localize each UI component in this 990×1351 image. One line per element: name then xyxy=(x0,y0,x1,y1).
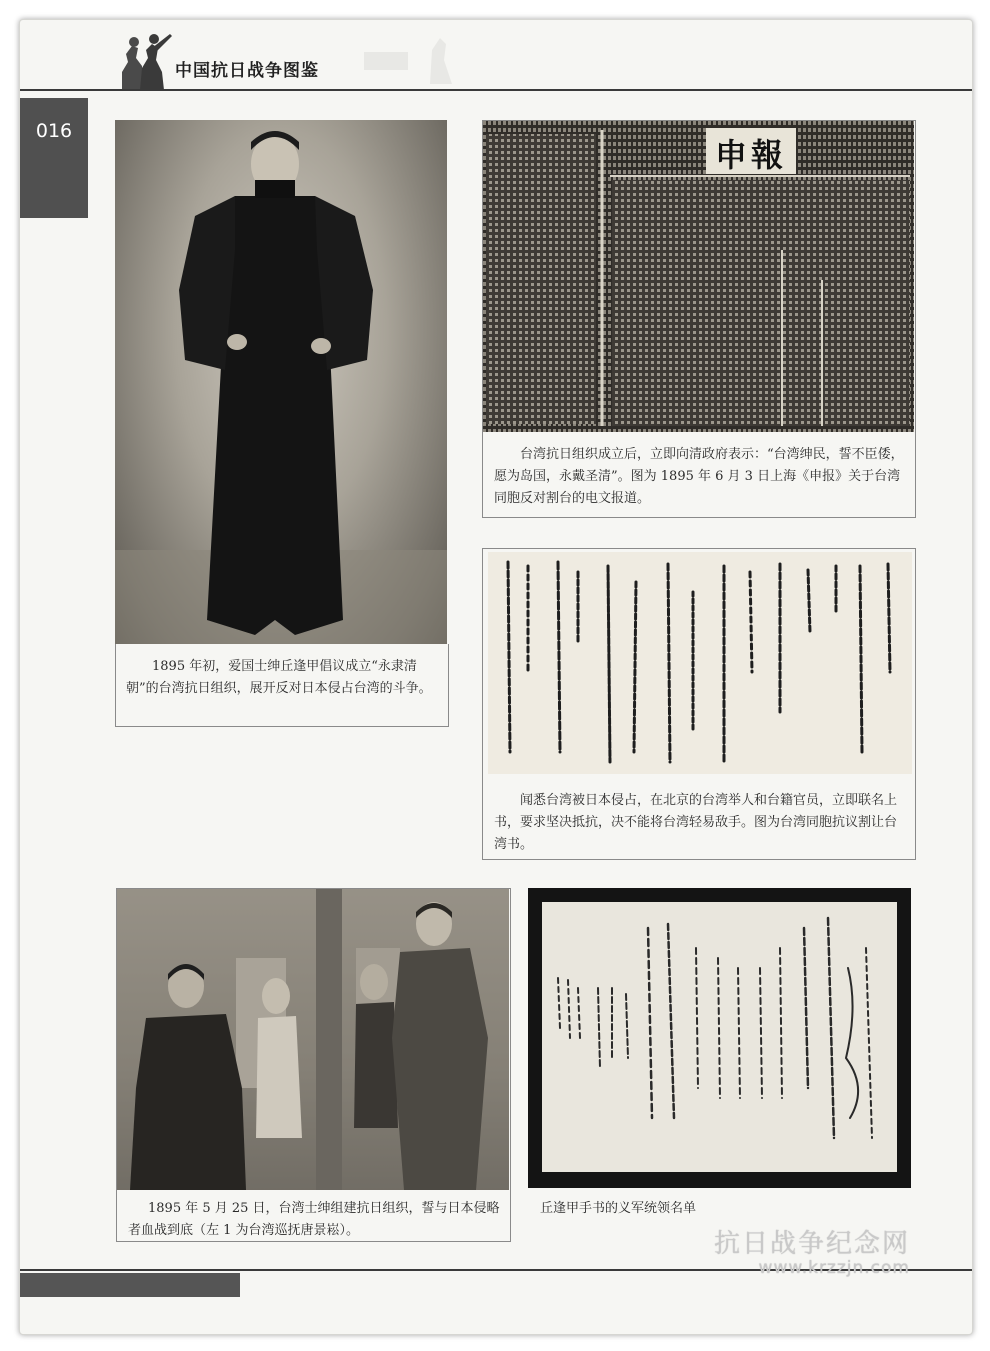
watermark-name: 抗日战争纪念网 xyxy=(713,1229,910,1259)
group-photo-frame xyxy=(116,888,511,1242)
handwritten-list-caption: 丘逢甲手书的义军统领名单 xyxy=(540,1201,697,1216)
faded-emblem xyxy=(360,30,480,88)
petition-caption: 闻悉台湾被日本侵占，在北京的台湾举人和台籍官员，立即联名上书，要求坚决抵抗，决不能将台湾轻易敌手。图为台湾同胞抗议割让台湾书。 xyxy=(494,793,898,852)
site-watermark xyxy=(714,1223,910,1278)
page-number-tab xyxy=(20,98,88,218)
header-rule xyxy=(20,89,972,91)
watermark-url: www.krzzjn.com xyxy=(758,1258,910,1278)
portrait-photo xyxy=(115,120,447,644)
newspaper-caption: 台湾抗日组织成立后，立即向清政府表示：“台湾绅民，誓不臣倭，愿为岛国，永戴圣清”。图为 1895 年 6 月 3 日上海《申报》关于台湾同胞反对割台的电文报道。 xyxy=(494,447,904,506)
masthead-text: 申報 xyxy=(714,136,787,174)
soldier-statue-logo xyxy=(112,32,182,90)
book-page xyxy=(19,19,973,1335)
page-number: 016 xyxy=(35,120,73,142)
book-title: 中国抗日战争图鉴 xyxy=(175,61,319,81)
group-photo-caption: 1895 年 5 月 25 日，台湾士绅组建抗日组织，誓与日本侵略者血战到底（左 1 为台湾巡抚唐景崧）。 xyxy=(128,1201,500,1238)
handwritten-list-photo xyxy=(528,888,911,1188)
portrait-caption: 1895 年初，爱国士绅丘逢甲倡议成立“永隶清朝”的台湾抗日组织，展开反对日本侵占台湾的斗争。 xyxy=(126,659,432,696)
footer-bar xyxy=(20,1273,240,1297)
